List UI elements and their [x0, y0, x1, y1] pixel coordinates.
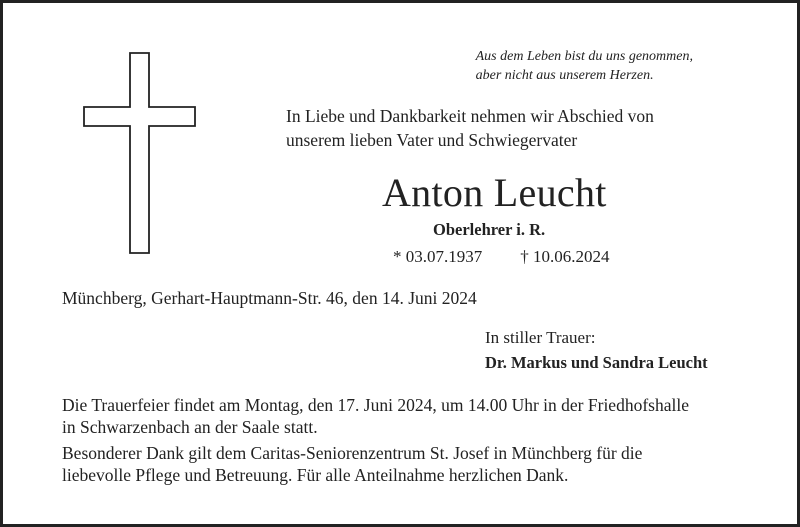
quote-line: Aus dem Leben bist du uns genommen, — [475, 49, 693, 64]
thanks-note — [62, 442, 642, 486]
deceased-title: Oberlehrer i. R. — [433, 220, 546, 239]
quote-line: aber nicht aus unserem Herzen. — [475, 68, 654, 83]
deceased-name: Anton Leucht — [382, 170, 607, 215]
memorial-quote — [476, 47, 693, 85]
thanks-line: liebevolle Pflege und Betreuung. Für alle Anteilnahme herzlichen Dank. — [62, 465, 569, 485]
mourners-label: In stiller Trauer: — [485, 328, 596, 347]
mourners-names: Dr. Markus und Sandra Leucht — [485, 353, 708, 372]
funeral-info — [62, 394, 689, 438]
funeral-line: in Schwarzenbach an der Saale statt. — [62, 417, 318, 437]
cross-icon — [83, 52, 196, 254]
intro-text — [286, 104, 654, 152]
life-dates — [393, 246, 610, 268]
place-and-date: Münchberg, Gerhart-Hauptmann-Str. 46, den 14. Juni 2024 — [62, 288, 477, 308]
death-date: † 10.06.2024 — [520, 247, 610, 266]
thanks-line: Besonderer Dank gilt dem Caritas-Seniorenzentrum St. Josef in Münchberg für die — [62, 443, 643, 463]
intro-line: In Liebe und Dankbarkeit nehmen wir Abschied von — [286, 106, 654, 126]
funeral-line: Die Trauerfeier findet am Montag, den 17. Juni 2024, um 14.00 Uhr in der Friedhofshalle — [62, 395, 689, 415]
birth-date: * 03.07.1937 — [393, 247, 483, 266]
intro-line: unserem lieben Vater und Schwiegervater — [286, 130, 578, 150]
